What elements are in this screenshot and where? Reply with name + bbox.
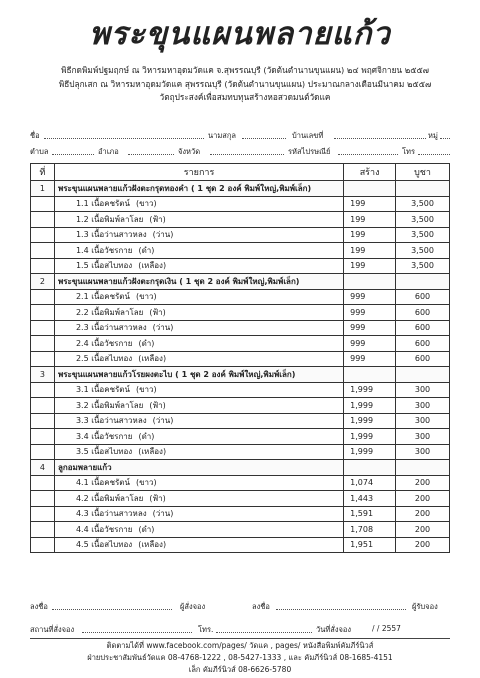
item-no-cell [31,196,55,212]
table-row [31,444,450,460]
name-label: ชื่อ [30,131,40,140]
amphoe-label: อำเภอ [98,147,119,156]
item-price: 600 [396,289,450,305]
item-name: 2.2 เนื้อพิมพ์ลาโลย [75,307,144,317]
item-no-cell [31,243,55,259]
province-field[interactable] [210,154,284,155]
group-title: พระขุนแผนพลายแก้วฝังตะกรุดเงิน ( 1 ชุด 2 องค์ พิมพ์ใหญ่,พิมพ์เล็ก) [54,274,343,290]
item-color: (ฟ้า) [149,307,166,317]
item-price: 300 [396,382,450,398]
item-no-cell [31,537,55,553]
item-made: 1,999 [344,382,396,398]
item-name-cell [54,243,343,259]
moo-field[interactable] [440,138,450,139]
item-made: 1,999 [344,444,396,460]
item-name: 3.3 เนื้อว่านสาวหลง [75,416,147,426]
phone-label: โทร [402,147,416,156]
intro-line: วัตถุประสงค์เพื่อสมทบทุนสร้างหอสวดมนต์วัดแค [159,92,331,102]
postcode-label: รหัสไปรษณีย์ [288,147,331,156]
item-name: 2.3 เนื้อว่านสาวหลง [75,323,147,333]
item-name-cell [54,258,343,274]
item-color: (ว่าน) [152,416,174,426]
item-made: 999 [344,336,396,352]
item-price: 3,500 [396,196,450,212]
item-name: 2.4 เนื้อวัชรกาย [75,338,133,348]
order-table [30,163,450,553]
contact-line: เล็ก คัมภีร์นิวส์ 08-6626-5780 [188,665,292,674]
item-made: 1,591 [344,506,396,522]
group-made [344,181,396,197]
item-name: 4.1 เนื้อคชรัตน์ [75,478,130,488]
group-no: 1 [31,181,55,197]
house-no-label: บ้านเลขที่ [292,131,324,140]
item-color: (ว่าน) [152,509,174,519]
item-color: (ขาว) [135,292,157,302]
table-body [31,181,450,553]
item-made: 1,999 [344,398,396,414]
postcode-field[interactable] [338,154,398,155]
item-name-cell [54,212,343,228]
item-no-cell [31,444,55,460]
item-name: 4.2 เนื้อพิมพ์ลาโลย [75,493,144,503]
address-line-2 [30,146,450,158]
item-color: (ว่าน) [152,230,174,240]
table-row [31,243,450,259]
item-name-cell [54,320,343,336]
date-label: วันที่สั่งจอง [316,625,352,634]
item-name: 1.5 เนื้อสไบทอง [75,261,133,271]
date-year: / / 2557 [372,624,401,633]
group-price [396,367,450,383]
header-no: ที่ [31,164,55,181]
item-name-cell [54,382,343,398]
item-name: 4.5 เนื้อสไบทอง [75,540,133,550]
item-name-cell [54,444,343,460]
item-name: 4.3 เนื้อว่านสาวหลง [75,509,147,519]
item-color: (ว่าน) [152,323,174,333]
orderer-label: ผู้สั่งจอง [180,602,206,611]
item-made: 1,074 [344,475,396,491]
item-price: 3,500 [396,243,450,259]
item-name: 3.2 เนื้อพิมพ์ลาโลย [75,400,144,410]
item-name: 1.2 เนื้อพิมพ์ลาโลย [75,214,144,224]
contact-line: ติดตามได้ที่ www.facebook.com/pages/ วัดแค , pages/ หนังสือพิมพ์คัมภีร์นิวส์ [106,641,374,650]
item-price: 200 [396,522,450,538]
item-color: (ดำ) [138,338,155,348]
group-made [344,274,396,290]
group-made [344,367,396,383]
item-color: (ขาว) [135,478,157,488]
item-name-cell [54,351,343,367]
group-title: พระขุนแผนพลายแก้วโรยผงตะไบ ( 1 ชุด 2 องค์ พิมพ์ใหญ่,พิมพ์เล็ก) [54,367,343,383]
item-made: 199 [344,196,396,212]
place-field[interactable] [82,632,192,633]
item-name-cell [54,429,343,445]
header-made: สร้าง [344,164,396,181]
table-row [31,289,450,305]
house-no-field[interactable] [334,138,426,139]
item-color: (เหลือง) [138,261,167,271]
name-field[interactable] [44,138,204,139]
contact-line: ฝ่ายประชาสัมพันธ์วัดแค 08-4768-1222 , 08-5427-1333 , และ คัมภีร์นิวส์ 08-1685-4151 [87,653,393,662]
item-color: (ฟ้า) [149,214,166,224]
item-no-cell [31,351,55,367]
address-line-1 [30,130,450,142]
signed-label: ลงชื่อ [30,602,48,611]
table-row [31,258,450,274]
item-made: 1,951 [344,537,396,553]
item-price: 3,500 [396,227,450,243]
table-row [31,491,450,507]
amphoe-field[interactable] [128,154,174,155]
item-made: 999 [344,320,396,336]
intro-line: พิธีกดพิมพ์ปฐมฤกษ์ ณ วิหารมหาอุดมวัดแค จ.สุพรรณบุรี (วัดต้นตำนานขุนแผน) ๒๔ พฤศจิกายน ๒๕๕๗ [60,65,430,75]
tel-field[interactable] [216,632,312,633]
group-price [396,274,450,290]
item-no-cell [31,475,55,491]
phone-field[interactable] [418,154,450,155]
group-no: 4 [31,460,55,476]
item-name-cell [54,522,343,538]
item-name-cell [54,537,343,553]
table-row [31,351,450,367]
page-title: พระขุนแผนพลายแก้ว [89,16,391,52]
item-made: 999 [344,289,396,305]
group-title: ลูกอมพลายแก้ว [54,460,343,476]
item-no-cell [31,413,55,429]
item-name: 1.4 เนื้อวัชรกาย [75,245,133,255]
table-row [31,320,450,336]
item-name: 1.3 เนื้อว่านสาวหลง [75,230,147,240]
item-color: (ขาว) [135,385,157,395]
table-row [31,506,450,522]
item-name-cell [54,491,343,507]
item-no-cell [31,289,55,305]
item-no-cell [31,506,55,522]
contact-block [30,640,450,676]
item-color: (เหลือง) [138,447,167,457]
group-price [396,460,450,476]
signature-field[interactable] [52,609,172,610]
item-no-cell [31,305,55,321]
item-no-cell [31,227,55,243]
item-color: (ดำ) [138,245,155,255]
item-price: 600 [396,351,450,367]
item-price: 200 [396,491,450,507]
item-name: 3.1 เนื้อคชรัตน์ [75,385,130,395]
item-color: (ดำ) [138,524,155,534]
group-row [31,274,450,290]
group-made [344,460,396,476]
tambon-field[interactable] [52,154,94,155]
tambon-label: ตำบล [30,147,49,156]
item-name-cell [54,398,343,414]
item-made: 1,708 [344,522,396,538]
item-no-cell [31,258,55,274]
item-name: 1.1 เนื้อคชรัตน์ [75,199,130,209]
divider [30,638,450,639]
item-no-cell [31,320,55,336]
item-name-cell [54,475,343,491]
item-no-cell [31,398,55,414]
item-no-cell [31,212,55,228]
item-price: 300 [396,413,450,429]
table-row [31,305,450,321]
item-made: 1,443 [344,491,396,507]
item-name: 2.5 เนื้อสไบทอง [75,354,133,364]
group-row [31,460,450,476]
item-name-cell [54,506,343,522]
moo-label: หมู่ [428,131,438,140]
intro-block [30,64,460,105]
item-made: 999 [344,305,396,321]
item-price: 300 [396,429,450,445]
item-price: 300 [396,444,450,460]
item-color: (เหลือง) [138,354,167,364]
item-price: 600 [396,336,450,352]
item-price: 3,500 [396,258,450,274]
item-price: 200 [396,475,450,491]
item-made: 1,999 [344,429,396,445]
receiver-signature-field[interactable] [276,609,406,610]
group-row [31,181,450,197]
item-color: (ฟ้า) [149,400,166,410]
table-row [31,227,450,243]
item-name: 3.4 เนื้อวัชรกาย [75,431,133,441]
item-made: 199 [344,212,396,228]
item-color: (ดำ) [138,431,155,441]
place-label: สถานที่สั่งจอง [30,625,75,634]
table-header-row [31,164,450,181]
header-price: บูชา [396,164,450,181]
item-made: 199 [344,227,396,243]
table-row [31,413,450,429]
header-item: รายการ [54,164,343,181]
item-no-cell [31,522,55,538]
item-no-cell [31,336,55,352]
item-name-cell [54,196,343,212]
table-row [31,475,450,491]
item-name: 2.1 เนื้อคชรัตน์ [75,292,130,302]
item-no-cell [31,429,55,445]
group-price [396,181,450,197]
item-made: 1,999 [344,413,396,429]
surname-field[interactable] [242,138,286,139]
item-color: (ขาว) [135,199,157,209]
item-made: 199 [344,258,396,274]
item-name-cell [54,227,343,243]
item-made: 999 [344,351,396,367]
table-row [31,196,450,212]
item-price: 600 [396,320,450,336]
group-row [31,367,450,383]
table-row [31,336,450,352]
table-row [31,212,450,228]
item-color: (เหลือง) [138,540,167,550]
item-color: (ฟ้า) [149,493,166,503]
signed-label-2: ลงชื่อ [252,602,270,611]
receiver-label: ผู้รับจอง [412,602,438,611]
item-made: 199 [344,243,396,259]
intro-line: พิธีปลุกเสก ณ วิหารมหาอุดมวัดแค สุพรรณบุรี (วัดต้นตำนานขุนแผน) ประมาณกลางเดือนมีนาคม ๒๕๕๗ [58,78,432,89]
item-name: 4.4 เนื้อวัชรกาย [75,524,133,534]
tel-label: โทร. [198,625,214,634]
item-price: 3,500 [396,212,450,228]
item-name-cell [54,305,343,321]
surname-label: นามสกุล [208,131,236,140]
group-title: พระขุนแผนพลายแก้วฝังตะกรุดทองคำ ( 1 ชุด 2 องค์ พิมพ์ใหญ่,พิมพ์เล็ก) [54,181,343,197]
item-price: 200 [396,506,450,522]
province-label: จังหวัด [178,147,201,156]
item-no-cell [31,491,55,507]
item-name-cell [54,413,343,429]
table-row [31,382,450,398]
table-row [31,398,450,414]
item-price: 600 [396,305,450,321]
item-price: 300 [396,398,450,414]
item-name: 3.5 เนื้อสไบทอง [75,447,133,457]
item-name-cell [54,289,343,305]
group-no: 3 [31,367,55,383]
table-row [31,429,450,445]
item-name-cell [54,336,343,352]
item-no-cell [31,382,55,398]
group-no: 2 [31,274,55,290]
table-row [31,537,450,553]
table-row [31,522,450,538]
item-price: 200 [396,537,450,553]
